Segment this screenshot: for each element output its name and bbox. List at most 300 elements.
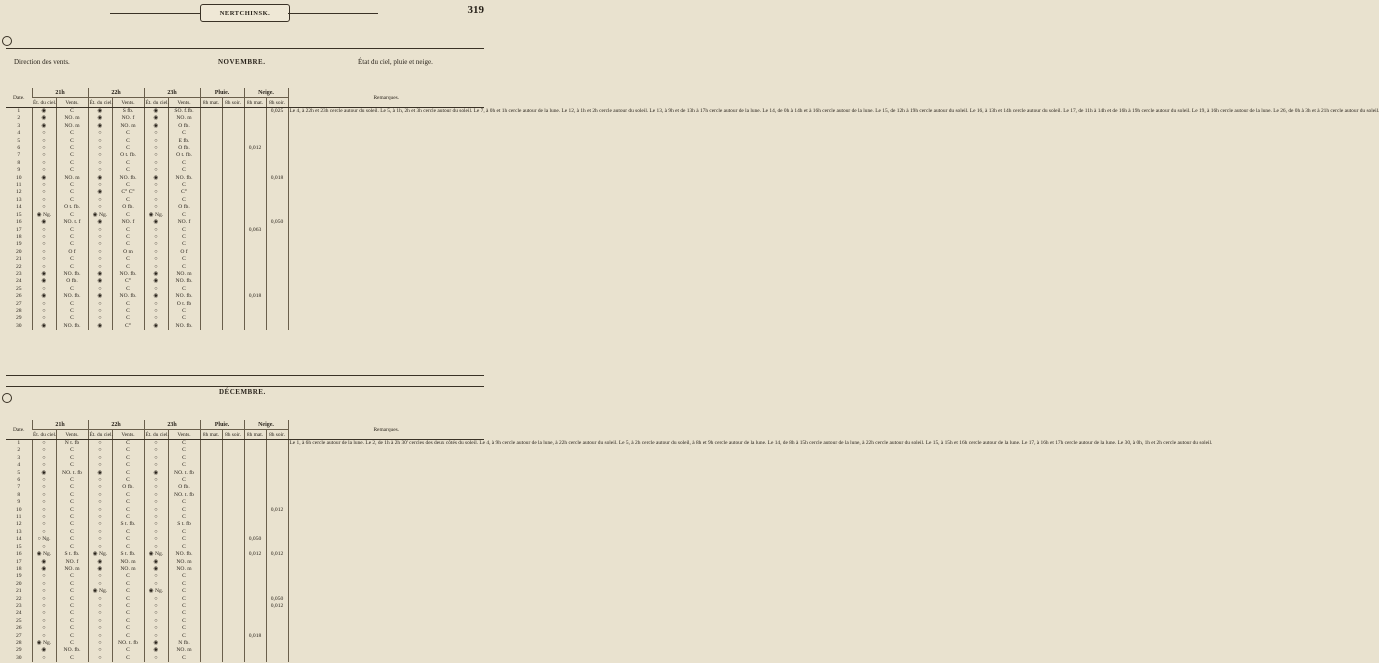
table-cell [200,293,222,300]
column-header: Vents. [168,98,200,108]
date-cell: 20 [15,248,22,255]
table-cell [222,610,244,617]
table-cell [200,581,222,588]
table-cell [266,138,288,145]
table-cell [266,610,288,617]
table-cell [222,440,244,448]
table-cell: SO. f.fb. [168,108,200,116]
table-cell: ○ [144,536,168,543]
table-cell: S fb. [112,108,144,116]
table-cell [200,264,222,271]
date-cell: 3 [17,454,21,461]
table-cell [200,175,222,182]
table-cell [266,123,288,130]
table-cell: 0,012 [244,551,266,558]
table-cell: ○ [144,197,168,204]
table-cell: ○ [144,286,168,293]
table-cell: 0,050 [244,536,266,543]
table-cell [222,529,244,536]
table-cell: C [112,182,144,189]
column-header: 8h mat. [200,430,222,440]
table-cell: C [168,633,200,640]
table-cell: C [112,633,144,640]
table-cell: ○ [32,315,56,322]
date-cell: 17 [15,558,22,565]
date-cell: 29 [15,647,22,654]
table-cell: ○ [144,484,168,491]
date-cell: 30 [15,322,22,329]
table-cell: C [112,241,144,248]
table-cell: C [56,610,88,617]
table-cell: C [168,130,200,137]
table-cell [200,462,222,469]
table-cell: ○ [144,521,168,528]
column-header: Date. [6,420,32,440]
table-cell [266,484,288,491]
table-cell [266,455,288,462]
table-cell [244,130,266,137]
table-cell: C [56,152,88,159]
table-cell: ◉ [144,123,168,130]
table-cell: 0,025 [266,108,288,116]
table-cell [222,160,244,167]
date-cell: 20 [15,580,22,587]
table-cell: NO. fb. [56,293,88,300]
table-cell: NO. m [168,559,200,566]
table-cell: C [56,256,88,263]
column-header: 21h [32,420,88,430]
table-cell: ○ [88,145,112,152]
table-cell [244,160,266,167]
table-cell [244,264,266,271]
table-cell [200,484,222,491]
observations-table-december [6,420,1213,662]
table-cell: ○ [144,514,168,521]
table-cell [222,492,244,499]
column-header: Vents. [56,98,88,108]
date-cell: 5 [17,469,21,476]
table-cell: C [168,581,200,588]
table-cell: 0,018 [244,633,266,640]
table-cell [266,315,288,322]
table-cell: ○ [144,130,168,137]
table-cell: 0,012 [244,145,266,152]
date-cell: 28 [15,639,22,646]
table-cell: ○ [144,529,168,536]
date-cell: 16 [15,219,22,226]
table-cell: 0,018 [266,175,288,182]
date-cell: 21 [15,256,22,263]
date-cell: 17 [15,226,22,233]
table-cell [244,455,266,462]
table-cell: ○ [88,640,112,647]
table-cell [244,655,266,662]
table-cell: C [56,138,88,145]
table-cell: C [56,108,88,116]
table-cell: 0,012 [266,551,288,558]
table-cell: C [112,499,144,506]
observations-table-november [6,88,1379,330]
table-cell: C [168,514,200,521]
table-cell: C [168,264,200,271]
table-cell [222,286,244,293]
column-header: Ét. du ciel. [145,431,169,438]
table-cell: NO. m [112,566,144,573]
table-cell: NO. m [168,115,200,122]
table-cell: ◉ [32,566,56,573]
column-header: Vents. [168,430,200,440]
table-cell [222,596,244,603]
table-cell: ○ [88,655,112,662]
table-cell [200,308,222,315]
table-cell: ○ [32,573,56,580]
table-cell: NO. fb. [168,323,200,330]
table-cell: ◉ [32,115,56,122]
table-cell [200,633,222,640]
table-cell [222,655,244,662]
table-cell [222,647,244,654]
column-header: Pluie. [200,420,244,430]
table-cell: C° [112,323,144,330]
table-cell [266,529,288,536]
date-cell: 4 [17,130,21,137]
table-cell [266,536,288,543]
table-cell: NO. t. f [56,219,88,226]
table-cell: NO. m [112,559,144,566]
section-separator [6,375,484,387]
date-cell: 19 [15,573,22,580]
date-cell: 9 [17,499,21,506]
date-cell: 15 [15,211,22,218]
column-header: Vents. [112,430,144,440]
table-cell [266,130,288,137]
date-cell: 11 [16,182,22,189]
table-cell [244,175,266,182]
table-cell: ◉ [144,175,168,182]
table-cell [200,551,222,558]
table-cell: ◉ Ng. [144,551,168,558]
table-cell [266,145,288,152]
table-cell [222,234,244,241]
table-cell: C [168,507,200,514]
table-cell: ○ [144,264,168,271]
table-cell [244,566,266,573]
table-cell [222,189,244,196]
table-cell: ○ [32,447,56,454]
table-cell: NO. t. fb [168,492,200,499]
table-cell: ◉ [144,470,168,477]
table-cell [266,559,288,566]
table-cell: N fb. [168,640,200,647]
table-cell: ◉ [32,559,56,566]
table-cell: C [112,447,144,454]
table-cell: C [56,286,88,293]
table-cell: C [112,138,144,145]
table-cell [200,256,222,263]
table-cell: ◉ [32,175,56,182]
date-cell: 25 [15,617,22,624]
table-cell: NO. f [168,219,200,226]
table-cell: C [112,514,144,521]
table-cell: ◉ [88,470,112,477]
table-cell [222,278,244,285]
table-cell: ◉ [88,219,112,226]
table-cell [222,256,244,263]
table-cell: O fb. [112,204,144,211]
table-cell: ○ [144,477,168,484]
table-cell [266,286,288,293]
table-cell [200,152,222,159]
table-cell [244,492,266,499]
table-cell: ○ [32,227,56,234]
table-cell: C [112,197,144,204]
table-cell: ◉ [88,123,112,130]
date-cell: 3 [17,122,21,129]
table-cell: C [56,264,88,271]
table-cell [222,640,244,647]
table-cell: ○ [88,130,112,137]
table-cell: ○ [88,182,112,189]
table-cell: C [168,573,200,580]
section-title: NERTCHINSK. [200,4,290,22]
table-cell: C [168,625,200,632]
table-cell [266,308,288,315]
table-cell: C [168,167,200,174]
table-cell [266,514,288,521]
table-cell [222,212,244,219]
table-cell [222,477,244,484]
date-cell: 12 [15,521,22,528]
page-headings [0,58,490,72]
table-cell: C° [168,189,200,196]
table-cell: C [168,455,200,462]
table-cell: ○ [88,308,112,315]
table-cell: ◉ [88,189,112,196]
column-header: 8h soir. [222,98,244,108]
table-cell [200,596,222,603]
table-cell: ◉ [88,278,112,285]
table-cell [200,108,222,116]
table-cell: ○ [32,633,56,640]
table-cell: ○ [88,544,112,551]
table-cell: C [56,573,88,580]
table-cell: ○ [32,234,56,241]
table-cell [244,618,266,625]
table-cell [200,197,222,204]
table-cell [222,182,244,189]
table-cell: O t. fb. [168,152,200,159]
binding-hole-icon [2,36,12,46]
table-cell [244,182,266,189]
table-cell: ○ [88,227,112,234]
table-cell [200,521,222,528]
table-cell: C [112,581,144,588]
table-cell: ◉ [144,640,168,647]
date-cell: 21 [15,588,22,595]
table-cell: ◉ Ng. [88,212,112,219]
table-cell: 0,050 [266,596,288,603]
table-cell: ○ [88,536,112,543]
column-header: Remarques. [288,88,484,108]
table-cell: ○ [88,477,112,484]
table-cell: C [168,227,200,234]
table-cell [244,499,266,506]
table-cell: ○ [88,249,112,256]
table-cell: NO. fb. [168,551,200,558]
table-cell [222,301,244,308]
table-cell: S t. fb. [56,551,88,558]
table-cell: C [56,514,88,521]
table-cell: ◉ [88,566,112,573]
table-cell [244,167,266,174]
table-cell: ◉ [144,108,168,116]
table-cell: C [112,212,144,219]
table-cell: C [56,241,88,248]
table-cell: ○ [88,521,112,528]
table-cell: C [112,544,144,551]
date-cell: 13 [15,528,22,535]
table-cell [200,271,222,278]
table-cell: ○ [144,152,168,159]
table-cell: C [56,596,88,603]
column-header: 8h mat. [244,98,266,108]
table-row [6,440,484,448]
table-cell [200,219,222,226]
table-cell [266,470,288,477]
table-cell [200,655,222,662]
column-header: 8h soir. [222,430,244,440]
table-cell: ○ [32,249,56,256]
table-cell [222,625,244,632]
table-cell: ○ [32,264,56,271]
table-cell [244,521,266,528]
table-cell: ○ [32,182,56,189]
table-cell: C [112,130,144,137]
table-cell: O m [112,249,144,256]
table-cell [200,536,222,543]
table-cell: ○ [144,447,168,454]
table-cell [200,323,222,330]
table-cell [266,160,288,167]
table-cell [266,521,288,528]
table-cell: ◉ [88,175,112,182]
table-cell: S t. fb. [112,551,144,558]
table-cell [222,588,244,595]
table-cell [200,477,222,484]
table-cell [244,581,266,588]
table-cell: C [112,655,144,662]
table-cell [200,145,222,152]
table-cell [244,271,266,278]
table-cell [222,293,244,300]
date-cell: 15 [15,543,22,550]
column-header: Ét. du ciel. [33,431,57,438]
table-cell [244,308,266,315]
table-cell: O fb. [56,278,88,285]
table-cell: C [112,440,144,448]
table-cell: C [56,507,88,514]
table-cell: C [56,521,88,528]
table-cell [200,204,222,211]
table-cell: C [112,234,144,241]
table-cell [266,492,288,499]
table-cell [222,455,244,462]
table-cell: C [56,182,88,189]
table-cell: ○ [144,507,168,514]
table-cell: E fb. [168,138,200,145]
table-cell: ◉ Ng. [32,212,56,219]
table-cell: NO. t. fb [168,470,200,477]
table-cell: ◉ [144,566,168,573]
table-cell: NO. f [112,115,144,122]
table-cell [222,447,244,454]
table-cell: C [168,447,200,454]
table-cell [244,108,266,116]
table-cell: NO. t. fb [112,640,144,647]
table-cell [222,633,244,640]
table-cell: C [168,315,200,322]
table-cell: C [56,544,88,551]
table-cell: C [168,308,200,315]
table-cell [222,462,244,469]
table-cell: C [112,647,144,654]
table-cell [266,625,288,632]
table-cell [266,323,288,330]
table-cell: C [168,212,200,219]
column-header: Ét. du ciel. [89,431,113,438]
table-cell: C [56,130,88,137]
date-cell: 1 [17,440,21,446]
table-cell: ○ [144,249,168,256]
table-cell: ○ [32,588,56,595]
page-number: 319 [467,4,484,16]
table-cell: ○ [32,462,56,469]
table-cell [200,588,222,595]
table-cell: NO. f [56,559,88,566]
table-cell: C [112,588,144,595]
table-cell: ○ [88,241,112,248]
date-cell: 14 [15,536,22,543]
table-cell [200,241,222,248]
table-cell: ◉ [144,278,168,285]
table-cell: C [168,182,200,189]
table-cell: ○ [32,603,56,610]
table-cell [200,301,222,308]
table-cell [200,115,222,122]
table-cell: ◉ [32,323,56,330]
table-cell: ◉ [88,115,112,122]
table-cell: C [56,234,88,241]
table-cell [244,278,266,285]
date-cell: 29 [15,315,22,322]
table-row [6,108,484,116]
table-cell: ◉ [88,108,112,116]
table-cell: 0,018 [244,293,266,300]
table-cell [244,529,266,536]
table-cell [222,115,244,122]
table-cell [222,544,244,551]
table-cell [200,130,222,137]
table-cell: ○ [144,544,168,551]
table-cell [222,603,244,610]
table-cell [244,123,266,130]
table-cell [200,167,222,174]
remarks-cell: Le 1, à 6h cercle autour de la lune. Le 2, de 1h à 2h 30' cercles des deux côtés du soleil. Le 4, à 9h cercle autour de la lune, à 22h cercle autour du soleil. Le 5, à 2h cercle autour du soleil, à 8h et 9h cercle autour de la lune. Le 14, de 8h à 15h cercle autour de la lune, à 22h cercle autour du soleil. Le 15, à 15h et 16h cercle autour de la lune. Le 17, à 16h et 17h cercle autour de la lune. Le 30, à 0h, 1h et 2h cercle autour du soleil. [288,440,484,663]
date-cell: 19 [15,241,22,248]
table-cell: ◉ Ng. [88,588,112,595]
top-border [6,48,484,49]
table-cell [244,484,266,491]
